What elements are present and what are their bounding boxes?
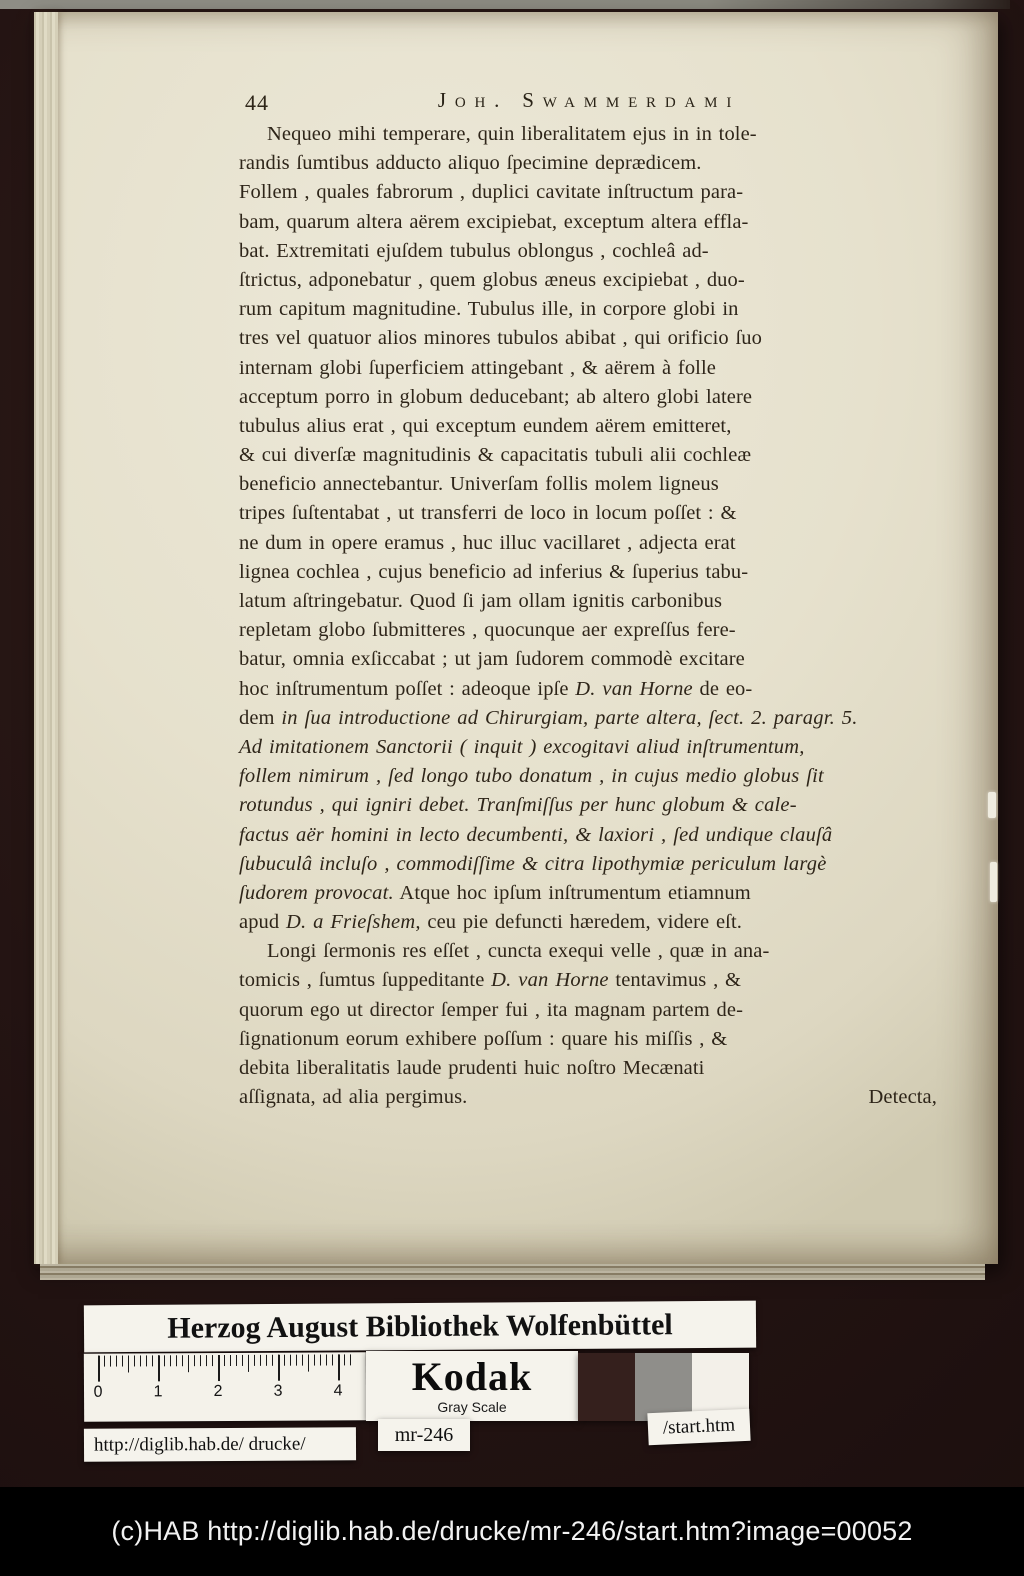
text-line: ne dum in opere eramus , huc illuc vacillaret , adjecta erat bbox=[239, 531, 736, 554]
text-line: tomicis , ſumtus ſuppeditante D. van Horne tentavimus , & bbox=[239, 969, 742, 992]
label-url-strip: http://diglib.hab.de/ drucke/ bbox=[84, 1427, 356, 1461]
text-line: aſſignata, ad alia pergimus. Detecta, bbox=[239, 1083, 939, 1112]
ruler-ticks bbox=[98, 1354, 352, 1381]
page-header-row bbox=[239, 88, 939, 118]
text-line: Longi ſermonis res eſſet , cuncta exequi velle , quæ in ana- bbox=[267, 940, 770, 963]
ruler-number: 4 bbox=[333, 1382, 343, 1400]
book-fore-edge bbox=[34, 12, 58, 1264]
text-line: Ad imitationem Sanctorii ( inquit ) excogitavi aliud inſtrumentum, bbox=[239, 735, 805, 758]
catchword: Detecta, bbox=[868, 1086, 937, 1109]
text-line: Follem , quales fabrorum , duplici cavitate inſtructum para- bbox=[239, 181, 744, 204]
text-line: batur, omnia exſiccabat ; ut jam ſudorem commodè excitare bbox=[239, 648, 745, 671]
text-line: internam globi ſuperficiem attingebant , & aërem à folle bbox=[239, 356, 716, 379]
text-line: repletam globo ſubmitteres , quocunque aer expreſſus fere- bbox=[239, 619, 736, 642]
running-header: Joh. Swammerdami bbox=[437, 88, 741, 112]
page-number: 44 bbox=[245, 90, 269, 115]
text-line: debita liberalitatis laude prudenti huic noſtro Mecænati bbox=[239, 1057, 705, 1079]
ruler-number: 0 bbox=[93, 1383, 103, 1401]
text-block bbox=[239, 120, 939, 1112]
grayscale-label: Gray Scale bbox=[437, 1399, 507, 1415]
text-line: follem nimirum , ſed longo tubo donatum , in cujus medio globus ſit bbox=[239, 765, 824, 788]
text-line: bam, quarum altera aërem excipiebat, exceptum altera effla- bbox=[239, 210, 749, 233]
kodak-wordmark: Kodak bbox=[411, 1354, 533, 1399]
text-line: factus aër homini in lecto decumbenti, & laxiori , ſed undique clauſâ bbox=[239, 823, 833, 846]
text-line: hoc inſtrumentum poſſet : adeoque ipſe D. van Horne de eo- bbox=[239, 677, 753, 700]
text-line: rum capitum magnitudine. Tubulus ille, in corpore globi in bbox=[239, 298, 739, 321]
footer-caption: (c)HAB http://diglib.hab.de/drucke/mr-246/start.htm?image=00052 bbox=[111, 1516, 913, 1546]
text-line: apud D. a Frieſshem, ceu pie defuncti hæredem, videre eſt. bbox=[239, 911, 742, 934]
text-line: tubulus alius erat , qui exceptum eundem aërem emitteret, bbox=[239, 414, 732, 437]
library-label-title: Herzog August Bibliothek Wolfenbüttel bbox=[84, 1301, 756, 1353]
ruler bbox=[84, 1352, 366, 1421]
ruler-number: 3 bbox=[273, 1382, 283, 1400]
scan-edge-top bbox=[0, 0, 1010, 9]
shelfmark-box: mr-246 bbox=[378, 1419, 470, 1451]
text-line: acceptum porro in globum deducebant; ab altero globi latere bbox=[239, 385, 753, 408]
text-line: tripes ſuſtentabat , ut transferri de loco in locum poſſet : & bbox=[239, 502, 737, 525]
text-line: ſtrictus, adponebatur , quem globus æneus excipiebat , duo- bbox=[239, 268, 745, 291]
ruler-numbers bbox=[84, 1382, 366, 1407]
kodak-grayscale-card bbox=[366, 1351, 578, 1421]
text-line: Nequeo mihi temperare, quin liberalitatem ejus in in tole- bbox=[267, 123, 757, 145]
page-damage-mark bbox=[988, 792, 996, 818]
starthtm-box: /start.htm bbox=[647, 1409, 750, 1445]
text-line: quorum ego ut director ſemper fui , ita magnam partem de- bbox=[239, 998, 743, 1021]
page-damage-mark bbox=[990, 862, 997, 902]
text-line: latum aſtringebatur. Quod ſi jam ollam ignitis carbonibus bbox=[239, 590, 723, 612]
text-line: beneficio annectebantur. Univerſam follis molem ligneus bbox=[239, 473, 719, 496]
text-line: bat. Extremitati ejuſdem tubulus oblongus , cochleâ ad- bbox=[239, 239, 709, 262]
text-line: ſignationum eorum exhibere poſſum : quare his miſſis , & bbox=[239, 1027, 728, 1050]
ruler-number: 1 bbox=[153, 1383, 163, 1401]
footer-bar bbox=[0, 1487, 1024, 1576]
text-line: rotundus , qui igniri debet. Tranſmiſſus per hunc globum & cale- bbox=[239, 794, 797, 817]
grayscale-patch-dark bbox=[578, 1353, 635, 1421]
text-line: lignea cochlea , cujus beneficio ad inferius & ſuperius tabu- bbox=[239, 560, 749, 583]
text-line: ſubuculâ incluſo , commodiſſime & citra lipothymiæ periculum largè bbox=[239, 852, 827, 875]
ruler-number: 2 bbox=[213, 1383, 223, 1401]
page-bottom-edges bbox=[40, 1264, 985, 1280]
text-line: randis ſumtibus adducto aliquo ſpecimine deprædicem. bbox=[239, 152, 702, 175]
text-line: tres vel quatuor alios minores tubulos abibat , qui orificio ſuo bbox=[239, 327, 762, 350]
text-line: & cui diverſæ magnitudinis & capacitatis tubuli alii cochleæ bbox=[239, 444, 752, 467]
text-line: ſudorem provocat. Atque hoc ipſum inſtrumentum etiamnum bbox=[239, 881, 751, 904]
book-page bbox=[34, 12, 998, 1264]
text-line: dem in ſua introductione ad Chirurgiam, parte altera, ſect. 2. paragr. 5. bbox=[239, 706, 858, 729]
